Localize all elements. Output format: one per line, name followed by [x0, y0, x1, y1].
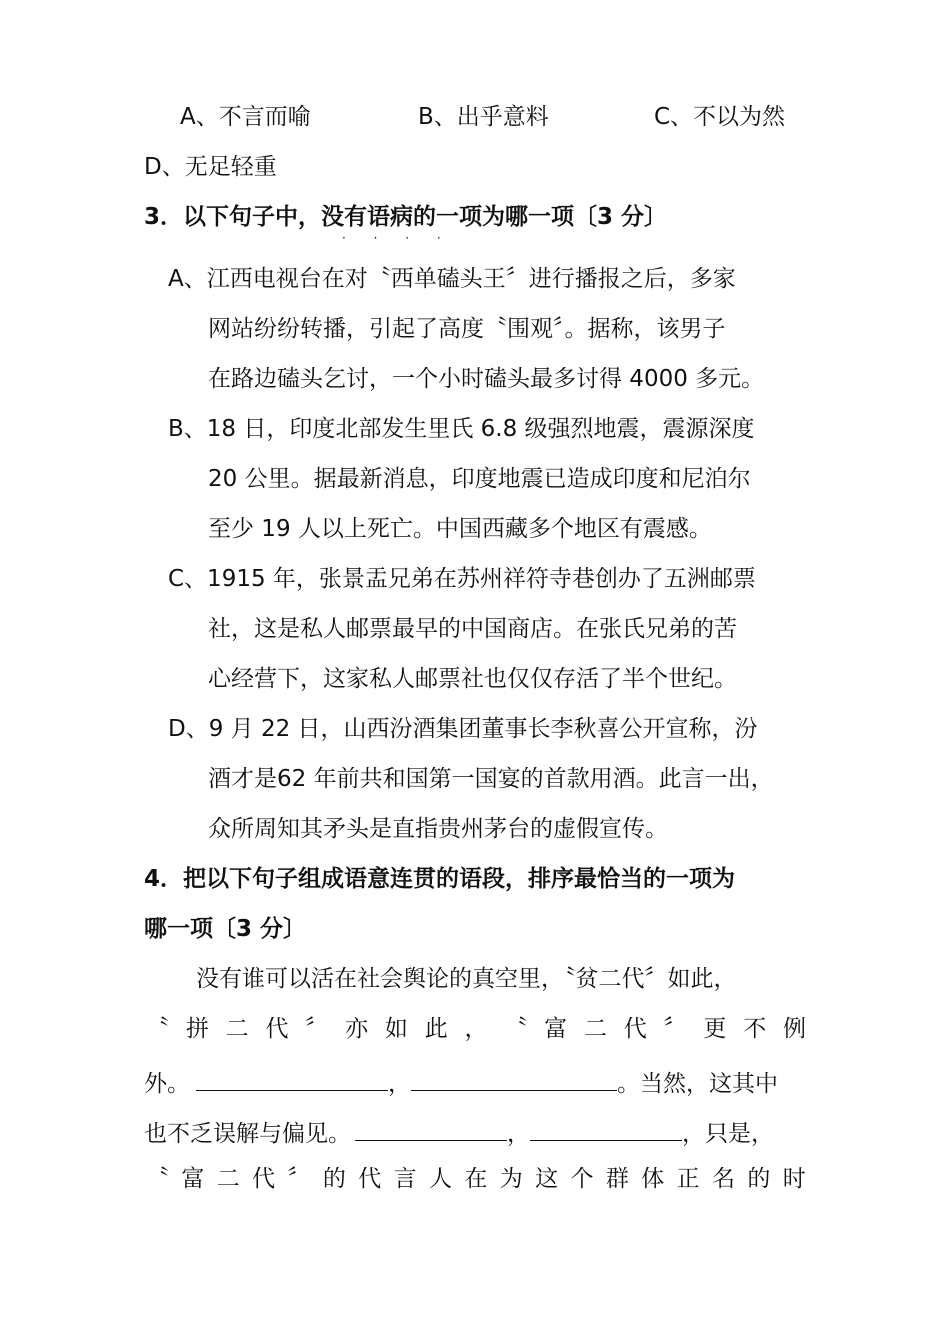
q2-option-b: B、出乎意料 [418, 104, 549, 130]
paragraph-char: 时 [782, 1166, 806, 1192]
q3-option-c-line1: C、1915 年，张景盂兄弟在苏州祥符寺巷创办了五洲邮票 [168, 566, 756, 592]
paragraph-char: 〞 [305, 1016, 329, 1042]
paragraph-char: 代 [623, 1016, 647, 1042]
q4-paragraph-line3 [144, 1068, 778, 1096]
paragraph-char: 拼 [185, 1016, 209, 1042]
q3-option-c-line3: 心经营下，这家私人邮票社也仅仅存活了半个世纪。 [208, 666, 737, 692]
paragraph-char: 的 [747, 1166, 771, 1192]
paragraph-char: 〝 [504, 1016, 528, 1042]
paragraph-char: 此 [424, 1016, 448, 1042]
paragraph-char: 亦 [345, 1016, 369, 1042]
paragraph-char: 人 [429, 1166, 452, 1192]
q3-option-b-line2: 20 公里。据最新消息，印度地震已造成印度和尼泊尔 [208, 466, 751, 492]
paragraph-char: 言 [393, 1166, 417, 1192]
paragraph-char: 不 [743, 1016, 767, 1042]
paragraph-char: 如 [384, 1016, 408, 1042]
q4-paragraph-line1: 没有谁可以活在社会舆论的真空里，〝贫二代〞如此， [196, 966, 737, 992]
paragraph-char: 体 [641, 1166, 665, 1192]
q3-option-d-line3: 众所周知其矛头是直指贵州茅台的虚假宣传。 [208, 816, 668, 842]
q3-option-d-line2: 酒才是62 年前共和国第一国宴的首款用酒。此言一出， [208, 766, 774, 792]
paragraph-char: 二 [225, 1016, 249, 1042]
q4-line4-text-a: 也不乏误解与偏见。 [144, 1121, 351, 1147]
paragraph-char: ， [464, 1016, 488, 1042]
paragraph-char: 代 [358, 1166, 382, 1192]
paragraph-char: 代 [252, 1166, 276, 1192]
q3-option-c-line2: 社，这是私人邮票最早的中国商店。在张氏兄弟的苦 [208, 616, 737, 642]
paragraph-char: 群 [605, 1166, 629, 1192]
paragraph-char: 个 [570, 1166, 594, 1192]
q3-option-b-line3: 至少 19 人以上死亡。中国西藏多个地区有震感。 [208, 516, 712, 542]
answer-blank-2[interactable] [411, 1068, 617, 1091]
paragraph-char: 的 [322, 1166, 346, 1192]
paragraph-char: 〝 [146, 1166, 169, 1192]
q3-option-a-line1: A、江西电视台在对〝西单磕头王〞进行播报之后，多家 [168, 266, 736, 292]
q3-stem: 3．以下句子中，没有语病的一项为哪一项〔3 分〕 [144, 204, 668, 230]
paragraph-char: 为 [499, 1166, 523, 1192]
q4-paragraph-line4 [144, 1118, 774, 1146]
q3-option-a-line3: 在路边磕头乞讨，一个小时磕头最多讨得 4000 多元。 [208, 366, 765, 392]
q4-line3-text-a: 外。 [144, 1071, 190, 1097]
q2-option-d: D、无足轻重 [144, 154, 277, 180]
q3-option-a-line2: 网站纷纷转播，引起了高度〝围观〞。据称，该男子 [208, 316, 726, 342]
q4-stem-line1: 4．把以下句子组成语意连贯的语段，排序最恰当的一项为 [144, 866, 736, 892]
paragraph-char: 例 [783, 1016, 806, 1042]
q4-line4-text-b: ，只是， [682, 1121, 774, 1147]
q4-paragraph-line2 [146, 1018, 806, 1041]
paragraph-char: 富 [181, 1166, 205, 1192]
paragraph-char: 更 [703, 1016, 727, 1042]
paragraph-char: 在 [464, 1166, 488, 1192]
paragraph-char: 代 [265, 1016, 289, 1042]
q2-option-c: C、不以为然 [654, 104, 786, 130]
paragraph-char: 〞 [287, 1166, 311, 1192]
paragraph-char: 这 [535, 1166, 559, 1192]
q4-line3-separator: ， [388, 1071, 411, 1097]
answer-blank-3[interactable] [355, 1118, 507, 1141]
paragraph-char: 名 [712, 1166, 735, 1192]
q3-option-d-line1: D、9 月 22 日，山西汾酒集团董事长李秋喜公开宣称，汾 [168, 716, 758, 742]
q4-line3-text-b: 。当然，这其中 [617, 1071, 778, 1097]
answer-blank-4[interactable] [530, 1118, 682, 1141]
q4-stem-line2: 哪一项〔3 分〕 [144, 916, 307, 942]
paragraph-char: 二 [583, 1016, 607, 1042]
paragraph-char: 正 [676, 1166, 700, 1192]
q4-line4-separator: ， [507, 1121, 530, 1147]
paragraph-char: 二 [216, 1166, 240, 1192]
answer-blank-1[interactable] [196, 1068, 388, 1091]
paragraph-char: 〝 [146, 1016, 169, 1042]
q2-option-a: A、不言而喻 [180, 104, 311, 130]
q3-emphasis-dots: · · · · [342, 231, 453, 245]
paragraph-char: 富 [544, 1016, 568, 1042]
q3-option-b-line1: B、18 日，印度北部发生里氏 6.8 级强烈地震，震源深度 [168, 416, 755, 442]
q4-paragraph-line5 [146, 1168, 806, 1191]
paragraph-char: 〞 [663, 1016, 687, 1042]
